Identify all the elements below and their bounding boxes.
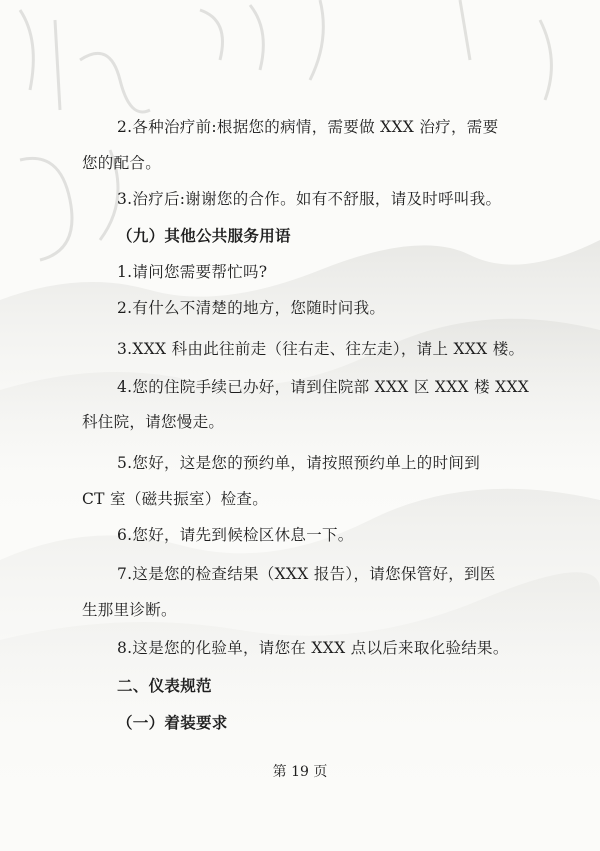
- paragraph-line: 您的配合。: [82, 154, 162, 172]
- paragraph-line: 2.有什么不清楚的地方，您随时问我。: [117, 299, 386, 317]
- paragraph-line: 3.XXX 科由此往前走（往右走、往左走），请上 XXX 楼。: [117, 340, 525, 358]
- subsection-heading: （一）着装要求: [117, 714, 228, 732]
- paragraph-line: CT 室（磁共振室）检查。: [82, 490, 269, 508]
- paragraph-line: 4.您的住院手续已办好，请到住院部 XXX 区 XXX 楼 XXX: [117, 378, 530, 396]
- paragraph-line: 1.请问您需要帮忙吗?: [117, 263, 268, 281]
- section-heading: 二、仪表规范: [117, 677, 212, 695]
- paragraph-line: 7.这是您的检查结果（XXX 报告），请您保管好，到医: [117, 565, 496, 583]
- section-heading: （九）其他公共服务用语: [117, 227, 291, 245]
- page-number: 第 19 页: [272, 764, 328, 780]
- paragraph-line: 3.治疗后:谢谢您的合作。如有不舒服，请及时呼叫我。: [117, 190, 502, 208]
- paragraph-line: 5.您好，这是您的预约单，请按照预约单上的时间到: [117, 454, 480, 472]
- paragraph-line: 8.这是您的化验单，请您在 XXX 点以后来取化验结果。: [117, 639, 509, 657]
- paragraph-line: 科住院，请您慢走。: [82, 413, 225, 431]
- paragraph-line: 6.您好，请先到候检区休息一下。: [117, 526, 354, 544]
- paragraph-line: 生那里诊断。: [82, 601, 177, 619]
- paragraph-line: 2.各种治疗前:根据您的病情，需要做 XXX 治疗，需要: [117, 118, 499, 136]
